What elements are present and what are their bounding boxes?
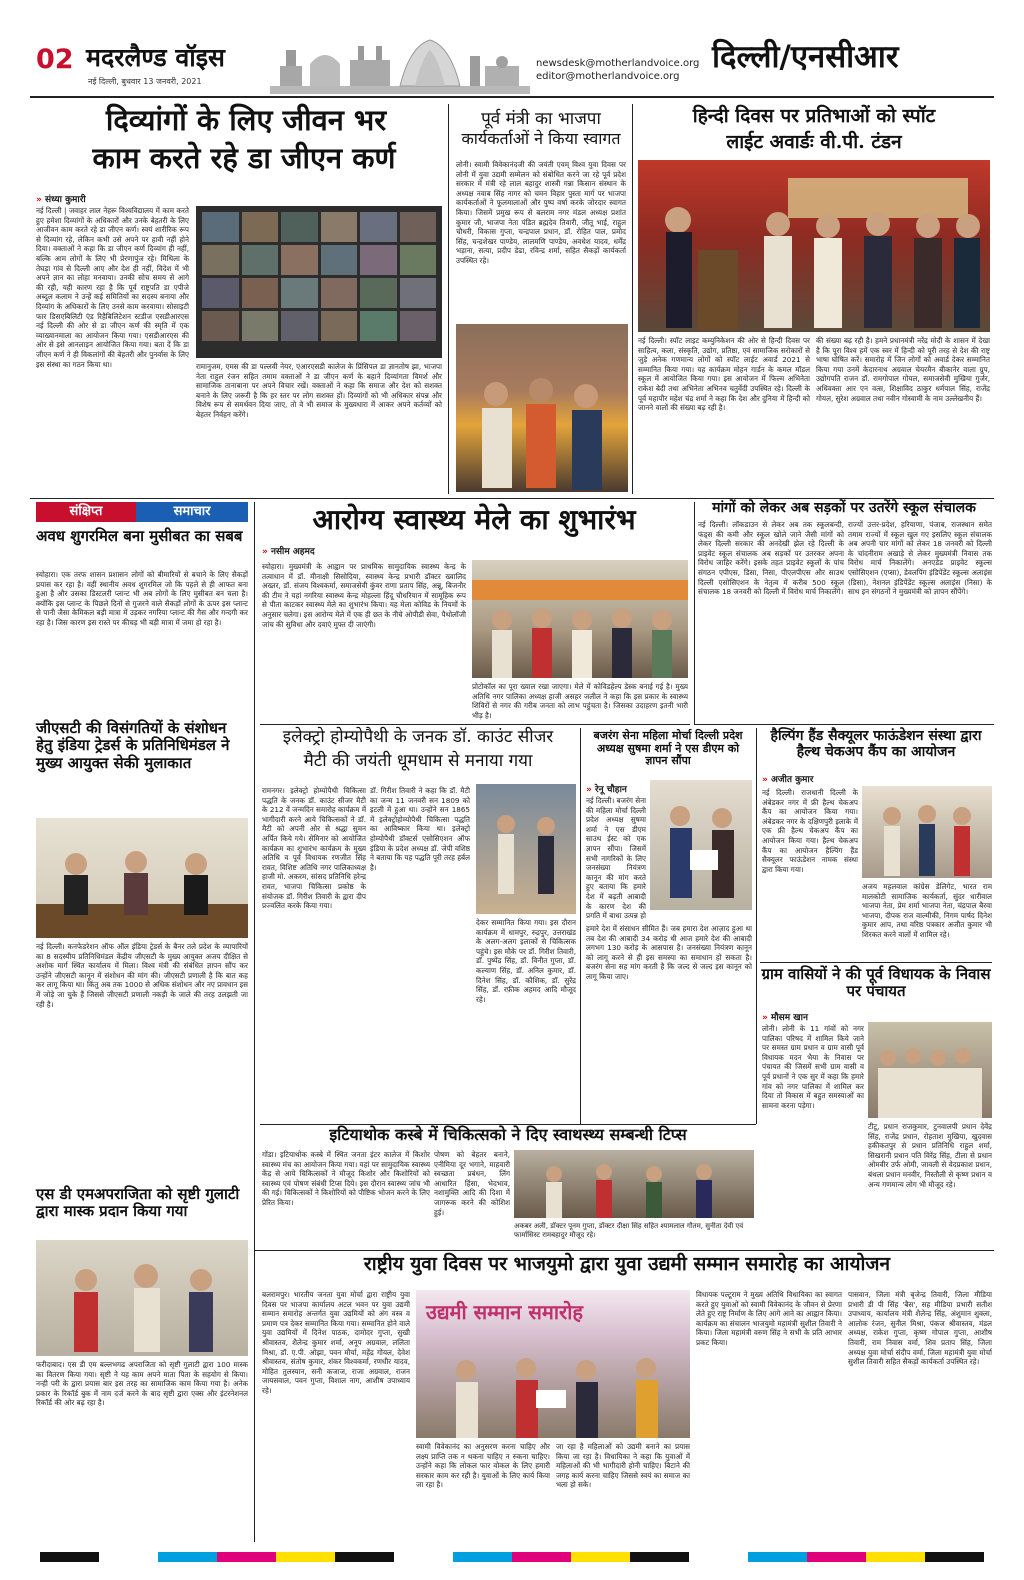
itiyathok-headline: इटियाथोक कस्बे में चिकित्सको ने दिए स्वाथस्थ्य सम्बन्धी टिप्स bbox=[329, 1125, 687, 1144]
sd-headline: एस डी एमअपराजिता को सृष्टी गुलाटी द्वारा मास्क प्रदान किया गया bbox=[36, 1185, 240, 1221]
header-divider bbox=[30, 96, 994, 98]
health-fair-photo bbox=[472, 560, 688, 678]
bajrang-byline: » रेनू चौहान bbox=[586, 782, 627, 795]
yuva-body-3: जा रहा है महिलाओं को उद्यमी बनाने का प्रयास किया जा रहा है। विधायिका ने कहा कि युवाओं में महिलाओं की भी भागीदारी होनी चाहिए। बिटाने की जगह कार्य करना चाहिए जिससे स्वयं का समाज का भला हो सके। bbox=[556, 1442, 690, 1490]
arogya-body-2: प्रोटोकॉल का पूरा ख्याल रखा जाएगा। मेले में कोविडहेल्प डेस्क बनाई गई है। मुख्य अतिथि नगर पालिका अध्यक्ष हाजी असहर जलील ने कहा कि इस प्रकार के स्वास्थ्य शिविरों से नगर की गरीब जनता को लाभ पहुंचता है। जिसका उदाहरण इतनी भारी भीड़ है। bbox=[472, 682, 688, 720]
hindi-body-2: की संख्या बढ़ रही है। हमने प्रधानमंत्री नरेंद्र मोदी के शासन में देखा है कि पूरा विश्व हमें एक स्वर में हिन्दी को पूरी तरह से देश की राष्ट्र भाषा घोषित करें। समारोह में जिन लोगों को अवार्ड देकर सम्मानित किया गया उनमें केदारनाथ अग्रवाल चेयरमैन बीकानेर वाला ग्रुप, उद्योगपति राजन डॉ. रामगोपाल गोयल, समाजसेवी मुखिया गुर्जर, अधिवक्ता आर एन वत्स, शिक्षाविद ठाकुर धर्मपाल सिंह, राजेंद्र गोयल, सुरेश अग्रवाल तथा नवीन गोस्वामी के नाम उल्लेखनीय हैं। bbox=[816, 336, 990, 403]
school-body-2: राज्यों उत्तर-प्रदेश, हरियाणा, पंजाब, राजस्थान समेत तमाम राज्यों में स्कूल खुल गए इसलिए स्कूल संचालक अब अपनी चार मांगों को लेकर 18 जनवरी को दिल्ली के चांदनीराम अखाड़े से लेकर मुख्यमंत्री निवास तक विरोध मार्च निकालेंगे। अनएडेड प्राइवेट स्कूल्स एसोसिएशन (एप्सा), डेवलपिंग इंडिपेंडेंट स्कूल्स अलाइंस (डिसा), नेशनल इंडिपेंडेंट स्कूल्स अलाइंस (निसा) के साथ इन संगठनों ने मुख्यमंत्री को ज्ञापन सौंपेंगे। bbox=[848, 520, 992, 597]
school-divider bbox=[694, 724, 994, 725]
paper-name: मदरलैण्ड वॉइस bbox=[86, 43, 225, 72]
awadh-headline: अवध शुगरमिल बना मुसीबत का सबब bbox=[36, 527, 243, 545]
bjp-headline-2: कार्यकर्ताओं ने किया स्वागत bbox=[461, 129, 621, 148]
gst-headline: जीएसटी की विसंगतियों के संशोधन हेतु इंडिया ट्रेडर्स के प्रतिनिधिमंडल ने मुख्य आयुक्त सेकी मुलाकात bbox=[36, 719, 230, 772]
helping-body: नई दिल्ली। राजधानी दिल्ली के अंबेडकर नगर में फ्री हैल्थ चेकअप कैंप का आयोजन किया गया। अंबेडकर नगर के दक्षिणपुरी इलाके में एक फ्री हैल्थ चेकअप कैंप का आयोजन किया गया। हैल्थ चेकअप कैंप का आयोजन हैल्पिंग हैंड सैक्यूलर फाऊंडेशन नामक संस्था द्वारा किया गया। bbox=[762, 788, 858, 874]
arogya-byline: » नसीम अहमद bbox=[262, 544, 315, 557]
yuva-banner-text: उद्यमी सम्मान समारोह bbox=[426, 1300, 584, 1324]
divyang-body-2: रामानुजम, एमस की डा पल्लवी नेयर, एआरएसडी कालेज के प्रिंसिपल डा ज्ञानतोष झा, भाजपा नेता राहुल रंजन सहित तमाम वक्ताओं ने डा जीएन कर्ण के बहाने दिव्यांगता विमर्श और सामाजिक तानाबाना पर अपने विचार रखें। वक्ताओं ने कहा कि समाज और देश को सशक्त बनाने के लिए जरूरी है कि हर स्तर पर लोग सशक्त हों। दिव्यांगों को भी अधिकार संपन्न और विशेष रूप से समर्थवन दिया जाए, तो वे भी समाज के मुख्यधारा में आकर अपने कर्तव्यों को बेहतर निर्वहन करेंगे। bbox=[196, 362, 442, 419]
sd-body: फरीदाबाद। एस डी एम बल्लभगढ अपराजिता को सृष्टी गुलाटी द्वारा 100 मास्क का वितरण किया गया। सृष्टी ने यह काम अपने माता पिता के सहयोग से किया। नन्ही परी के द्वारा प्रयास बार इस तरह का सामाजिक काम किया गया है। अनेक प्रकार के रिकॉर्ड बुक में नाम दर्ज करने के बाद सृष्टी द्वारा एक्स और इंटरनेशनल रिकॉर्ड की ओर बढ़ रहा है। bbox=[36, 1360, 248, 1408]
divyang-headline-2: काम करते रहे डा जीएन कर्ण bbox=[92, 141, 396, 175]
yuva-ceremony-photo bbox=[416, 1290, 690, 1438]
itiyathok-body: गोंडा। इटियाथोक कस्बे में स्थित जनता इंटर कालेज में किशोर स्वास्थ्य मंच का आयोजन किया गया। यहां पर सामुदायिक स्वास्थ्य केंद्र से आये चिकित्सकों ने मौजूद किशोर और किशोरियों को स्वास्थ्य एवं पोषण संबंधी टिप्स दिये। इस दौरान स्वास्थ्य जांच भी की गई। चिकित्सकों ने किशोरियों को पौष्टिक भोजन करने के लिए प्रेरित किया। bbox=[262, 1150, 430, 1207]
electro-body: रामनगर। इलेक्ट्रो होम्योपैथी चिकित्सा पद्धति के जनक डॉ. काउंट सीजर मैटी के 212 वें जन्मदिन समारोह कार्यक्रम में भागीदारी करने आये चिकित्सकों ने डॉ. मैटी को अपनी ओर से श्रद्धा सुमन अर्पित किये गये। सेमिनार को आयोजित कार्यक्रम का शुभारंभ कार्यक्रम के मुख्य अतिथि व पूर्व विधायक रणजीत सिंह रावत, विशिष्ट अतिथि नगर पालिकाध्यक्ष हाजी मो. अकरम, सांसद प्रतिनिधि हरेन्द्र रावत, भाजपा चिकित्सा प्रकोष्ठ के संयोजक डॉ. गिरीश तिवारी के द्वारा दीप प्रज्वलित करके किया गया। bbox=[262, 786, 366, 911]
samachar-label-left: संक्षिप्त bbox=[36, 502, 136, 522]
divyang-body: नई दिल्ली | जवाहर लाल नेहरू विश्वविद्यालय में काम करते हुए हमेशा दिव्यांगों के अधिकारों और उनके बेहतरी के लिए आजीवन काम करते रहे डा जीएन कर्ण। स्वयं शारीरिक रूप से दिव्यांग रहे, लेकिन कभी उसे अपने पर हावी नहीं होने दिया। वक्ताओं ने कहा कि डा जीएन कर्ण दिव्यांग ही नहीं, बल्कि आम लोगों के लिए भी प्रेरणापुंज रहे। मिथिला के तेघड़ा गांव से दिल्ली आए और देश ही नहीं, विदेश में भी अपने ज्ञान का लोहा मनवाया। उनकी सोच समय से आगे की रही, यही कारण रहा है कि पूर्व राष्ट्रपति डा एपीजे अब्दुल कलाम ने उन्हें कई समितियों का सदस्य बनाया और दिव्यांग के अधिकारों के लिए उनसे काम करवाया। सोसाइटी फार डिसएबिलिटी एंड रिहैबिलिटेशन स्टडीज एसडीआरएस नई दिल्ली की ओर से डा जीएन कर्ण की स्मृति में एक व्याख्यानमाला का आयोजन किया गया। एसडीआरएस की ओर से इसे आनलाइन आयोजित किया गया। बता दें कि डा जीएन कर्ण ने ही विकलांगों की बेहतरी और पुनर्वास के लिए इस संस्था का गठन किया था। bbox=[36, 206, 189, 369]
itiyathok-body-2: पोषण को बेहतर बनाने, एनीमिया दूर भगाने, माहवारी स्वच्छता प्रबंधन, लिंग आधारित हिंसा, भेदभाव, नशामुक्ति आदि की दिशा में जागरूक करने की कोशिश हुई। bbox=[434, 1150, 510, 1217]
mask-distribution-photo bbox=[36, 1240, 248, 1356]
bajrang-body: नई दिल्ली। बजरंग सेना की महिला मोर्चा दिल्ली प्रदेश अध्यक्ष सुषमा शर्मा ने एस डीएम साउथ ईस्ट को एक ज्ञापन सौंपा। जिसमें सभी नागरिकों के लिए जनसंख्या नियंत्रण कानून की मांग करते हुए बताया कि हमारे देश में बढ़ती आबादी के कारण देश की प्रगति में बाधा उत्पन्न हो bbox=[586, 796, 646, 920]
col-divider-mid bbox=[580, 728, 581, 1124]
yuva-body-5: पासवान, जिला मंत्री बृजेन्द्र तिवारी, जिला मीडिया प्रभारी डी पी सिंह 'बैस', सह मीडिया प्रभारी सतीश उपाध्याय, कार्यालय मंत्री शैलेन्द्र सिंह, अंशुमान शुक्ला, आलोक रंजन, सुनील मिश्रा, पंकज श्रीवास्तव, मंडल अध्यक्ष, राकेश गुप्ता, कृष्ण गोपाल गुप्ता, आशीष तिवारी, राम निवास वर्मा, शिव प्रताप सिंह, जिला अध्यक्ष युवा मोर्चा संदीप वर्मा, जिला महामंत्री युवा मोर्चा सुशील तिवारी सहित सैकड़ों कार्यकर्ता उपस्थित रहे। bbox=[848, 1290, 992, 1367]
bjp-body: लोनी। स्वामी विवेकानंदजी की जयंती एवम् विश्व युवा दिवस पर लोनी में युवा उद्यमी सम्मेलन को संबोधित करने जा रहे पूर्व प्रदेश सरकार में मंत्री रहे लाल बहादुर शास्त्री गन्ना किसान संस्थान के अध्यक्ष नवाब सिंह नागर को चमन विहार पुस्ता मार्ग पर भाजपा कार्यकर्ताओं ने फूलमालाओं और पुष्प वर्षा करके जोरदार स्वागत किया। जिसमें प्रमुख रूप से बलराम नगर मंडल अध्यक्ष प्रशांत कुमार जी, भाजपा नेता पंडित ब्रह्मदेव तिवारी, जीतू भाई, राहुल चौधरी, विकास गुप्ता, चन्द्रपाल प्रधान, डॉ. रोहित पाल, प्रमोद सिंह, चन्द्रशेखर पाण्डेय, लालमणि पाण्डेय, अवधेश यादव, धर्मेंद्र भड़ाना, सत्या, प्रदीप डेढा, रविन्द्र शर्मा, सहित सैकड़ों कार्यकर्ता उपस्थित रहे। bbox=[456, 160, 626, 265]
yuva-body-2: स्वामी विवेकानंद का अनुसरण करना चाहिए और लक्ष्य प्राप्ति तक न थकना चाहिए न रुकना चाहिए। उन्होंने कहा कि लोकल फार वोकल के लिए हमारी सरकार काम कर रही है। युवाओं के लिए कार्य किया जा रहा है। bbox=[416, 1442, 550, 1490]
divyang-headline-1: दिव्यांगों के लिए जीवन भर bbox=[105, 103, 387, 137]
gram-byline: » मौसम खान bbox=[762, 1010, 808, 1023]
school-body: नई दिल्ली। लॉकडाउन से लेकर अब तक स्कूलबन्दी, फंड्स की कमी और स्कूल खोले जाने जैसी मांगों को लेकर दिल्ली सरकार की अनदेखी झेल रहे दिल्ली के प्राइवेट स्कूल संचालक अब सड़कों पर उतरकर अपना विरोध जाहिर करेंगे। इसके तहत प्राइवेट स्कूलों के पांच संगठन एपीएस, डिसा, निसा, पीएलपीएस और साउथ दिल्ली एसोसिएशन के नेतृत्व में करीब 500 स्कूल संचालक 18 जनवरी को दिल्ली में विरोध मार्च निकालेंगे। bbox=[698, 520, 844, 597]
arogya-divider bbox=[260, 724, 690, 725]
gram-body: लोनी। लोनी के 11 गांवों को नगर पालिका परिषद में शामिल किये जाने पर समस्त ग्राम प्रधान व ग्राम वासी पूर्व विधायक मदन भैया के निवास पर पंचायत की जिसमें सभी ग्राम वासी व पूर्व प्रधानों ने एक सुर में कहा कि हमारे गांव को नगर पालिका में शामिल कर दिया तो विकास में बहुत समस्याओं का सामना करना पड़ेगा। bbox=[762, 1024, 864, 1110]
health-tips-photo bbox=[514, 1150, 754, 1218]
helping-byline: » अजीत कुमार bbox=[762, 772, 813, 785]
newsdesk-email[interactable]: newsdesk@motherlandvoice.org bbox=[536, 58, 700, 69]
page-number: 02 bbox=[36, 44, 74, 75]
dateline: नई दिल्ली, बुधवार 13 जनवरी, 2021 bbox=[88, 77, 202, 86]
hindi-body: नई दिल्ली। स्पॉट लाइट कम्युनिकेशन की ओर से हिन्दी दिवस पर साहित्य, कला, संस्कृति, उद्योग, प्रतिष्ठा, एवं सामाजिक सरोकारों से जुड़े अनेक गणमान्य लोगों को स्पॉट लाईट अवार्ड 2021 से सम्मानित किया गया। यह कार्यक्रम मोहन गार्डन के कमल मॉडल स्कूल में आयोजित किया गया। इस आयोजन में फिल्म अभिनेता राकेश बेदी तथा अभिनेता अभिनव चतुर्वेदी उपस्थित रहे। दिल्ली के पूर्व महापौर महेश चंद्र शर्मा ने कहा कि देश और दुनिया में हिन्दी को जानने वालों की संख्या बढ़ रही है। bbox=[638, 336, 810, 413]
row-divider-bottom bbox=[254, 1250, 994, 1251]
electro-seminar-photo bbox=[476, 784, 576, 914]
helping-body-2: अजय महलवाल कांग्रेस डेलिगेट, भारत राम मालकोटी सामाजिक कार्यकर्ता, सुंदर धारीवाल भाजपा नेता, प्रेम शर्मा भाजपा नेता, चंद्रपाल बैरवा भाजपा, दीपक राज वाल्मीकी, निगम पार्षद दिनेश कुमार आप, तथा वरिष्ठ पत्रकार अजीत कुमार भी शिरकत करने वालों में शामिल रहे। bbox=[862, 882, 992, 939]
arogya-body: स्योहारा। मुख्यमंत्री के आह्वान पर प्राथमिक सामुदायिक स्वास्थ्य केन्द्र के तत्वाधान में डॉ. मीनाक्षी सिसोदिया, स्वास्थ्य केन्द्र प्रभारी डॉक्टर ख्वालिद अख्तर, डॉ. संजय विश्वकर्मा, समाजसेवी कुंवर राणा प्रताप सिंह, अन्नू, बिजनौर की टीम ने यहां नगरिया स्वास्थ्य केन्द्र मोहल्ला हिंदू चौधरियान में सामूहिक रूप से पीता काटकर स्वास्थ्य मेले का शुभारंभ किया। यह मेला कोविड के नियमों के अनुसार चलेगा। इस आरोग्य मेले में एक ही छत के नीचे ओपीडी सेवा, पैथोलॉजी जांच की सुविधा और दवाएं मुफ्त दी जाएंगी। bbox=[262, 562, 466, 629]
school-headline: मांगों को लेकर अब सड़कों पर उतरेंगे स्कूल संचालक bbox=[712, 500, 976, 516]
print-color-bar bbox=[40, 1552, 984, 1562]
gram-body-2: टीटू, प्रधान राजकुमार, टुनवालपी प्रधान देवेंद्र सिंह, राजेंद्र प्रधान, रोहताश मुखिया, खुदवास हकीकतपुर से प्रधान प्रतिनिधि राहुल शर्मा, सिखरानी प्रधान पति विरेंद्र सिंह, टीला से प्रधान ओमवीर उर्फ ओमी, जावली से वेदप्रकाश प्रधान, बंथला प्रधान मनवीर, निस्तौली से कृष्ण प्रधान व अन्य गणमान्य लोग भी मौजूद रहे। bbox=[868, 1122, 992, 1189]
itiyathok-caption: अकबर अली, डॉक्टर पूनम गुप्ता, डॉक्टर दीक्षा सिंह सहित श्यामलाल गौतम, सुनीता देवी एवं फार्मासिस्ट रामबहादुर मौजूद रहे। bbox=[514, 1222, 744, 1239]
editor-email[interactable]: editor@motherlandvoice.org bbox=[536, 71, 680, 82]
panchayat-photo bbox=[868, 1022, 992, 1118]
row-divider-1 bbox=[30, 498, 994, 499]
hindi-headline-2: लाईट अवार्डः वी.पी. टंडन bbox=[726, 131, 902, 153]
delhi-skyline-illustration bbox=[270, 36, 530, 94]
col-divider-helping bbox=[756, 728, 757, 1124]
award-ceremony-photo bbox=[638, 160, 990, 332]
awadh-body: स्योहारा। एक तरफ शासन प्रशासन लोगों को बीमारियों से बचाने के लिए सैकड़ों प्रयास कर रहा है। वहीं स्थानीय अवध शुगरमिल जो कि पहले से ही आफत बना हुआ है और उसका डिस्टलरी प्लान्ट भी अब लोगों के लिए मुसीबत बन चला है। क्योंकि इस प्लान्ट के पिछले दिनों से गुजरने वाले सैकड़ों लोगों के ऊपर इस प्लान्ट से पानी जैसा केमिकल बड़ी मात्रा में उड़कर नगरिया प्लान्ट की गैस और गन्दगी कर रहा है। जिस कारण इस रास्ते पर कीचड़ भी बड़ी मात्रा में जमा हो रहा है। bbox=[36, 570, 248, 627]
bjp-welcome-photo bbox=[456, 324, 628, 492]
gram-headline: ग्राम वासियों ने की पूर्व विधायक के निवास पर पंचायत bbox=[761, 965, 991, 1001]
bajrang-body-2: हमारे देश में संसाधन सीमित हैं। जब हमारा देश आज़ाद हुआ था तब देश की आबादी 34 करोड़ थी आज हमारे देश की आबादी लगभग 130 करोड़ के आसपास है। जनसंख्या नियंत्रण कानून को लागू करने से ही इस समस्या का समाधान हो सकता है। बजरंग सेना सह मांग करती है कि जल्द से जल्द इस कानून को लागू किया जाए। bbox=[586, 924, 752, 981]
hindi-headline-1: हिन्दी दिवस पर प्रतिभाओं को स्पॉट bbox=[692, 105, 936, 127]
divyang-byline: » संध्या कुमारी bbox=[36, 192, 86, 205]
electro-body-2: डॉ. गिरीश तिवारी ने कहा कि डॉ. मैटी का जन्म 11 जनवरी सन 1809 को इटली में हुआ था। उन्होंने सन 1865 में इलेक्ट्रोहोम्योपैथी चिकित्सा पद्धति का आविष्कार किया था। इलेक्ट्रो होम्योपैथी डॉक्टर्स एसोसिएशन ऑफ इंडिया के प्रदेश अध्यक्ष डॉ. जेपी वशिष्ठ ने बताया कि यह पद्धति पूरी तरह हर्बल है। bbox=[370, 786, 470, 872]
arogya-headline: आरोग्य स्वास्थ्य मेले का शुभारंभ bbox=[312, 503, 636, 536]
bjp-headline-1: पूर्व मंत्री का भाजपा bbox=[481, 109, 601, 129]
webinar-screenshot-photo bbox=[196, 206, 442, 358]
col-divider-1 bbox=[448, 104, 449, 494]
gst-meeting-photo bbox=[36, 818, 248, 938]
gst-body: नई दिल्ली। कनफेडरेशन ऑफ ऑल इंडिया ट्रेडर्स के बैनर तले प्रदेश के व्यापारियों का 8 सदस्यीय प्रतिनिधिमंडल केंद्रीय जीएसटी के मुख्य आयुक्त अजय दीक्षित से अशोक मार्ग स्थित कार्यालय में मिला। विश्व मंत्री की संबंधित ज्ञापन सौंप कर उन्होंने जीएसटी कानून में संशोधन की मांग की। जीएसटी प्रणाली है कि बात कह कर लागू किया था। किंतु अब तक 1000 से अधिक संशोधन और नए प्रावधान इस में जोड़े जा चुके हैं जिससे जीएसटी प्रणाली नकड़ी के जाले की तरह उलझती जा रही है। bbox=[36, 942, 248, 1009]
bajrang-headline: बजरंग सेना महिला मोर्चा दिल्ली प्रदेश अध्यक्ष सुषमा शर्मा ने एस डीएम को ज्ञापन सौंपा bbox=[593, 729, 743, 768]
memorandum-photo bbox=[650, 780, 752, 910]
yuva-body: बलरामपुर। भारतीय जनता युवा मोर्चा द्वारा राष्ट्रीय युवा दिवस पर भाजपा कार्यालय अटल भवन पर युवा उद्यमी सम्मान समारोह अन्तर्गत युवा उद्यमियों को अंग वस्त्र व प्रमाण पत्र देकर सम्मानित किया गया। सम्मानित होने वाले युवा उद्यमियों में दिनेश पाठक, दामोदर गुप्ता, सुखी श्रीवास्तव, शैलेन्द्र कुमार शर्मा, अनूप अग्रवाल, ललिता मिश्रा, डॉ. ए.पी. ओझा, पवन मौर्या, महेंद्र गोयल, देवेश श्रीवास्तव, संतोष कुमार, शंकर विश्वकर्मा, रणधीर यादव, मोहित तुलस्यान, सनी कजाज, राजा अग्रवाल, राजन जायसवाल, पवन गुप्ता, विशाल नाग, आशीष उपाध्याय रहे। bbox=[262, 1290, 410, 1395]
section-title: दिल्ली/एनसीआर bbox=[712, 39, 899, 75]
helping-headline: हैल्पिंग हैंड सैक्यूलर फाऊंडेशन संस्था द्वारा हैल्थ चेकअप कैंप का आयोजन bbox=[770, 728, 982, 761]
electro-body-3: देकर सम्मानित किया गया। इस दौरान कार्यक्रम में धामपुर, रुद्रपुर, उत्तराखंड के अलग-अलग इलाकों से चिकित्सक पहुंचे। इस मौके पर डॉ. गिरीश तिवारी, डॉ. पुष्पेंद्र सिंह, डॉ. विनीत गुप्ता, डॉ. कल्याण सिंह, डॉ. अनिल कुमार, डॉ. दिनेश सिंह, डॉ. कौशिक, डॉ. सुरेंद्र सिंह, डॉ. रफ़ीक अहमद आदि मौजूद रहे। bbox=[476, 918, 576, 1004]
col-divider-left bbox=[254, 502, 255, 1542]
samachar-label-right: समाचार bbox=[136, 502, 248, 522]
electro-headline-1: इलेक्ट्रो होम्योपैथी के जनक डॉ. काउंट सीजर bbox=[282, 727, 554, 747]
electro-headline-2: मैटी की जयंती धूमधाम से मनाया गया bbox=[303, 751, 533, 771]
yuva-headline: राष्ट्रीय युवा दिवस पर भाजयुमो द्वारा युवा उद्यमी सम्मान समारोह का आयोजन bbox=[363, 1253, 891, 1275]
helping-divider bbox=[760, 962, 992, 963]
health-camp-photo bbox=[862, 786, 992, 878]
col-divider-2 bbox=[632, 104, 633, 494]
col-divider-school bbox=[694, 502, 695, 724]
yuva-body-4: विधायक पल्टूराम ने मुख्य अतिथि विधायिका का स्वागत करते हुए युवाओं को स्वामी विवेकानंद के जीवन से प्रेरणा लेते हुए राष्ट्र निर्माण के लिए आगे आने का आह्वान किया। कार्यक्रम का संचालन भाजयुमो महामंत्री सुशील तिवारी ने किया। जिला महामंत्री वरुण सिंह ने सभी के प्रति आभार प्रकट किया। bbox=[696, 1290, 842, 1347]
